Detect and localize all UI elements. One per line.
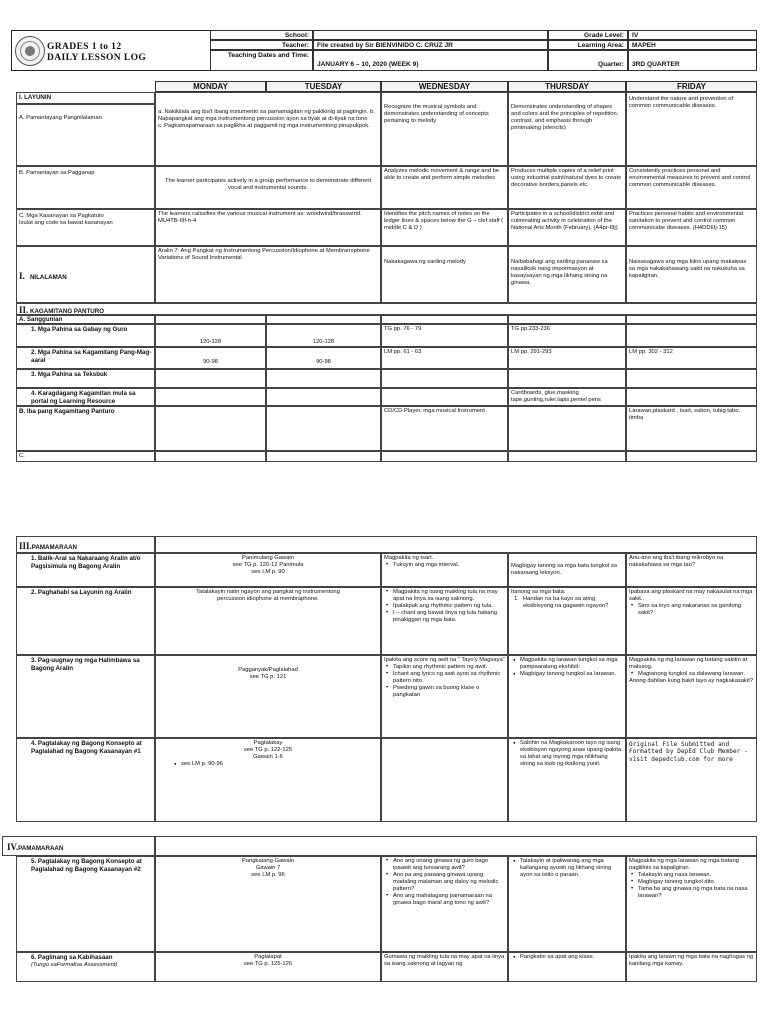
learning-resource-fri (626, 388, 757, 406)
kagamitang-panturo-heading (16, 303, 757, 315)
pagtalakay-2-wed (381, 856, 508, 952)
pamantayang-pangnilalaman-thu: Demonstrates understanding of shapes and colors and the principles of repetition, contrast, and emphasis through printmaking (stencils) (508, 92, 626, 166)
teksbuk-thu (508, 369, 626, 388)
dates-value: JANUARY 6 – 10, 2020 (WEEK 9) (313, 50, 548, 71)
pagtalakay-1-fri: Original File Submitted and Formatted by DepEd Club Member - visit depedclub.com for more (626, 738, 757, 822)
paghahabi-montue: Tatalakayin natin ngayon ang pangkat ng instrumentong percussion idiophone at membraphone. (155, 587, 381, 655)
gabay-ng-guro-mon: 120-128 (155, 324, 266, 347)
list-item: • Magpakita ng isang maikling tula na may apat na linya sa isang saknong. (384, 589, 505, 603)
paghahabi-fri-intro: Ipabasa ang plaskard na may nakasulat na mga sakit.. (629, 589, 753, 603)
pamamaraan-iv-spacer (155, 836, 757, 856)
learning-resource-thu: Cardboards, glue,masking tape,gunting,ruler,lapis,pentel pens (508, 388, 626, 406)
pagtalakay-1-thu (508, 738, 626, 822)
balik-aral-thu: Magbigay tanong sa mga bata tungkol sa nakaraang leksyon. (508, 553, 626, 587)
list-item: ● Pangkatin sa apat ang klase. (511, 954, 623, 961)
sanggunian-wed (381, 315, 508, 324)
list-number: 1. (514, 596, 519, 603)
sanggunian-tue (266, 315, 381, 324)
pagtalakay-1-label: 4. Pagtalakay ng Bagong Konsepto at Paglalahad ng Bagong Kasanayan #1 (16, 738, 155, 822)
list-item: • Tapikin ang rhythmic pattern ng awit. (384, 664, 505, 671)
list-item: • Ano ang mahalagang pamamaraan na ginawa bago inaral ang tono ng awit? (384, 893, 505, 907)
pagtalakay-2-fri (626, 856, 757, 952)
pag-uugnay-montue-line1: Pagganyak/Paglalahad (238, 667, 298, 673)
balik-aral-montue-line3: see LM p. 90 (251, 569, 285, 576)
paglinang-montue-line1: Paglalapat (254, 954, 282, 960)
paghahabi-thu-intro: Itanong sa mga bata: (511, 589, 566, 595)
paghahabi-label: 2. Paghahabi sa Layunin ng Aralin (16, 587, 155, 655)
balik-aral-wed (381, 553, 508, 587)
sanggunian-label: A. Sanggunian (16, 315, 155, 324)
iba-pang-kagamitan-mon (155, 406, 266, 451)
pamamaraan-iv-number: IV. (7, 842, 19, 852)
balik-aral-montue (155, 553, 381, 587)
kagamitang-mag-aaral-fri: LM pp. 302 - 312 (626, 347, 757, 369)
list-item (511, 596, 623, 610)
school-label: School: (210, 30, 313, 40)
pagtalakay-1-wed (381, 738, 508, 822)
list-item-text: Handan na ba kayo sa ating eksibisyong na gagawin ngayon? (523, 596, 609, 610)
nilalaman-number: I. (19, 271, 25, 281)
pagtalakay-2-montue (155, 856, 381, 952)
pagtalakay-2-thu (508, 856, 626, 952)
list-item: • Tukuyin ang mga interval. (384, 562, 505, 569)
pag-uugnay-fri-outro: Anong dahilan kung bakit tayo ay nagkakasakit? (629, 678, 754, 685)
list-item: • Talakayin ang nasa larawan. (629, 872, 754, 879)
list-item: • Tama ba ang ginawa ng mga bata na nasa larawan? (629, 886, 754, 900)
gabay-ng-guro-wed: TG pp. 76 - 79 (381, 324, 508, 347)
kagamitang-mag-aaral-mon: 90-98 (155, 347, 266, 369)
mga-kasanayan-thu: Participates in a school/district exbit and culminating activity in celebration of the National Arts Month (February). (A4pr-IIIj) (508, 209, 626, 246)
list-item: • Magbigay tanong tungkol dito. (629, 879, 754, 886)
balik-aral-montue-line2: see TG p. 120-12 Panimula (232, 562, 304, 569)
paglinang-sublabel: (Tungo saFormative Assessment) (31, 961, 118, 968)
pag-uugnay-montue-line2: see TG p. 121 (249, 674, 287, 681)
mga-kasanayan-fri: Practices personal habits and environmental sanitation to prevent and control common communicabe diseases. (H4DDIIIj-15) (626, 209, 757, 246)
iba-pang-kagamitan-fri: Larawan,plaskard , tsart, sabon, tubig tabo, timba (626, 406, 757, 451)
learning-resource-label: 4. Karagdagang Kagamitan mula sa portal ng Learning Resource (16, 388, 155, 406)
nilalaman-label: NILALAMAN (29, 274, 67, 281)
paghahabi-thu (508, 587, 626, 655)
list-item: ● see LM p. 90-96 (172, 761, 378, 768)
pamantayang-pangnilalaman-fri: Understand the nature and prevention of common communicable diseases. (626, 92, 757, 166)
list-item: • Pwedeng gawin sa buong klase o pangkatan (384, 685, 505, 699)
day-header-wednesday: WEDNESDAY (381, 81, 508, 92)
day-header-tuesday: TUESDAY (266, 81, 381, 92)
pag-uugnay-label: 3. Pag-uugnay ng mga Halimbawa sa Bagong Aralin (16, 655, 155, 738)
paglinang-wed: Gumawa ng maikling tula na may apat na linya sa isang saknong at lagyan ng (381, 952, 508, 982)
pag-uugnay-thu (508, 655, 626, 738)
pamamaraan-iii-number: III. (19, 541, 32, 551)
paglinang-montue-line2: see TG p. 125-126 (243, 961, 293, 968)
pagtalakay-1-montue-line3: Gawain 1-6 (253, 754, 283, 761)
paglinang-thu (508, 952, 626, 982)
iba-pang-kagamitan-wed: CD/CD Player, mga musical Instrument (381, 406, 508, 451)
balik-aral-wed-intro: Magpakita ng tsart. (384, 555, 434, 561)
balik-aral-label: 1. Balik-Aral sa Nakaraang Aralin at/o Pagsisimula ng Bagong Aralin (16, 553, 155, 587)
pag-uugnay-montue (155, 655, 381, 738)
sanggunian-mon (155, 315, 266, 324)
header-title-line2: DAILY LESSON LOG (47, 53, 147, 63)
sanggunian-thu (508, 315, 626, 324)
grade-level-value: IV (628, 30, 757, 40)
pagtalakay-1-montue (155, 738, 381, 822)
gabay-ng-guro-label: 1. Mga Pahina sa Gabay ng Guro (16, 324, 155, 347)
dates-label: Teaching Dates and Time: (210, 50, 313, 71)
teksbuk-label: 3. Mga Pahina sa Teksbuk (16, 369, 155, 388)
grade-level-label: Grade Level: (548, 30, 628, 40)
kagamitang-mag-aaral-label: 2. Mga Pahina sa Kagamitang Pang-Mag-aaral (16, 347, 155, 369)
c-row-label: C. (16, 451, 155, 462)
day-header-friday: FRIDAY (626, 81, 757, 92)
day-header-monday: MONDAY (155, 81, 266, 92)
kagamitang-mag-aaral-thu: LM pp. 291-293 (508, 347, 626, 369)
pamantayan-sa-pagganap-thu: Produces multiple copies of a relief print using industrial paint/natural dyes to create decorative borders,panels etc. (508, 166, 626, 209)
mga-kasanayan-montue: The learners calssifies the various musical instrument as: woodwind/brasswind. MU4TB-IIIf-h-4 (155, 209, 381, 246)
balik-aral-montue-line1: Panimulang Gawain (242, 555, 294, 561)
list-item: ● Magpakita ng larawan tungkol sa mga pampaaralang ekshibit: (511, 657, 623, 671)
iba-pang-kagamitan-tue (266, 406, 381, 451)
c-row-thu (508, 451, 626, 462)
pagtalakay-1-montue-line1: Pagtalakay (253, 740, 283, 746)
paglinang-label: 6. Paglinang sa Kabihasaan (31, 954, 113, 961)
quarter-value: 3RD QUARTER (628, 50, 757, 71)
teacher-value: File created by Sir BIENVINIDO C. CRUZ JR (313, 40, 548, 50)
pamamaraan-iii-spacer (155, 536, 757, 553)
kagamitang-mag-aaral-wed: LM pp. 61 - 63 (381, 347, 508, 369)
pamamaraan-iii-heading (16, 536, 155, 553)
sanggunian-fri (626, 315, 757, 324)
iba-pang-kagamitan-label: B. Iba pang Kagamitang Panturo (16, 406, 155, 451)
list-item: • Ipalakpak ang rhythmic pattern ng tula. (384, 603, 505, 610)
list-item: ● Sabihin na Magkakaroon tayo ng isang eksibisyon ngayong araw upang ipakita sa lahat ang inyong mga nilikhang sining sa loob ng ikatlong yunit. (511, 740, 623, 768)
day-header-thursday: THURSDAY (508, 81, 626, 92)
paglinang-fri: Ipakita ang larawn ng mga bata na naghugas ng kanilang mga kamay. (626, 952, 757, 982)
pag-uugnay-wed-intro: Ipakita ang score ng awit na " Tayo'y Magsaya" (384, 657, 505, 663)
list-item: ● Magbigay tanong tungkol sa larawan. (511, 671, 623, 678)
paglinang-label-cell (16, 952, 155, 982)
iba-pang-kagamitan-thu (508, 406, 626, 451)
school-value (313, 30, 548, 40)
pamantayang-pangnilalaman-montue: a. Nakikilala ang iba't ibang instumento sa pamamagitan ng pakikinig at pagtingin. b. Napapangkat ang mga instrumentong percussion ayon sa tiyak at di-tiyak na tono c. Pagkamapamaraan sa paglikha at paggamit ng mga instrumentong pinupukpok. (155, 92, 381, 166)
paghahabi-wed (381, 587, 508, 655)
pamamaraan-iii-label: PAMAMARAAN (31, 544, 78, 551)
layunin-heading: I. LAYUNIN (16, 92, 155, 104)
pagtalakay-2-montue-line1: Pangkatang Gawain (241, 858, 295, 864)
nilalaman-montue: Aralin 7: Ang Pangkat ng Instrumentong Percussion/Idiophone at Membranophone Variations of Sound Instrumental (155, 246, 381, 303)
nilalaman-thu: Naibabahagi ang sariling pananaw sa nasaliksik nang impormasyon at kasaysayan ng mga likhang sining na ginawa. (508, 246, 626, 303)
list-item: • Ichant ang lyrics ng awit ayon sa rhythmic pattern nito. (384, 671, 505, 685)
pamantayan-sa-pagganap-label: B. Pamantayan sa Pagganap (16, 166, 155, 209)
learning-resource-wed (381, 388, 508, 406)
learning-resource-mon (155, 388, 266, 406)
header-title-line1: GRADES 1 to 12 (47, 42, 122, 52)
gabay-ng-guro-fri (626, 324, 757, 347)
pag-uugnay-fri-intro: Magpakita ng mg larawan ng batang sakitin at malusog. (629, 657, 748, 671)
learning-resource-tue (266, 388, 381, 406)
list-item: • I – chant ang bawat linya ng tula habang pinakiggan ng mga bata. (384, 610, 505, 624)
paghahabi-fri (626, 587, 757, 655)
pagtalakay-2-montue-line3: see LM p. 96 (251, 872, 285, 879)
kagamitang-panturo-label: KAGAMITANG PANTURO (30, 308, 105, 315)
quarter-label: Quarter: (548, 50, 628, 71)
pamamaraan-iv-label: PAMAMARAAN (18, 845, 64, 852)
pag-uugnay-wed (381, 655, 508, 738)
kagamitang-panturo-number: II. (19, 305, 29, 315)
pagtalakay-2-montue-line2: Gawain 7 (255, 865, 281, 872)
list-item: • Ano ang unang ginawa ng guro bago ipaawit ang tunsarang awit? (384, 858, 505, 872)
pamantayan-sa-pagganap-fri: Consistently practices personel and environmental measures to prevent and control common communicable diseases. (626, 166, 757, 209)
balik-aral-fri: Anu-ano ang iba't ibang mikrobyo na nakakahawa sa mga tao? (626, 553, 757, 587)
kagamitang-mag-aaral-tue: 90-98 (266, 347, 381, 369)
pamantayang-pangnilalaman-wed: Recognize the musical symbols and demonstrates understanding of concepts pertaining to melody (381, 92, 508, 166)
pagtalakay-1-montue-line2: see TG p. 122-125 (243, 747, 293, 754)
pagtalakay-2-label: 5. Pagtalakay ng Bagong Konsepto at Paglalahad ng Bagong Kasanayan #2 (16, 856, 155, 952)
c-row-tue (266, 451, 381, 462)
pamantayan-sa-pagganap-wed: Analyzes melodic movement & range and be able to create and perform simple melodies (381, 166, 508, 209)
learning-area-label: Learning Area: (548, 40, 628, 50)
teksbuk-wed (381, 369, 508, 388)
paglinang-montue (155, 952, 381, 982)
pamantayan-sa-pagganap-montue: The learner participates actively in a group performance to demonstrate different vocal and instrumental sounds. (155, 166, 381, 209)
mga-kasanayan-wed: Identifies the pitch names of notes on the ledger lines & spaces below the G – clef staff ( middle C & D ) (381, 209, 508, 246)
list-item: ● Talakayin at ipaliwanag ang mga kailangang ayusin ng likhang sining ayon sa istilo o paraan. (511, 858, 623, 879)
teacher-label: Teacher: (210, 40, 313, 50)
teksbuk-mon (155, 369, 266, 388)
c-row-mon (155, 451, 266, 462)
nilalaman-heading (16, 246, 155, 303)
c-row-wed (381, 451, 508, 462)
pag-uugnay-fri (626, 655, 757, 738)
teksbuk-tue (266, 369, 381, 388)
c-row-fri (626, 451, 757, 462)
deped-seal-icon (15, 36, 45, 66)
pagtalakay-2-fri-intro: Magpakita ng mga larawan ng mga batang naglilinis sa kapaligiran. (629, 858, 739, 872)
gabay-ng-guro-tue: 120-128 (266, 324, 381, 347)
pamantayang-pangnilalaman-label: A. Pamantayang Pangnilalaman (16, 104, 155, 166)
list-item: • Magtanong tungkol sa dalawang larawan. (629, 671, 754, 678)
gabay-ng-guro-thu: TG pp.233-236 (508, 324, 626, 347)
learning-area-value: MAPEH (628, 40, 757, 50)
nilalaman-wed: Nakakagawa ng sariling melody (381, 246, 508, 303)
list-item: • Ano pa ang paraang ginawa upang madaling malaman ang daloy ng melodic pattern? (384, 872, 505, 893)
teksbuk-fri (626, 369, 757, 388)
list-item: • Sino sa inyo ang nakaranas sa ganitong sakit? (629, 603, 754, 617)
pamamaraan-iv-heading (2, 836, 155, 856)
mga-kasanayan-label: C. Mga Kasanayan sa Pagkatuto Isulat ang code sa bawat kasanayan (16, 209, 155, 246)
nilalaman-fri: Naisasagawa ang mga kilos upang makaiwas sa mga nakakahawang sakit na nakukuha sa kapaligiran. (626, 246, 757, 303)
